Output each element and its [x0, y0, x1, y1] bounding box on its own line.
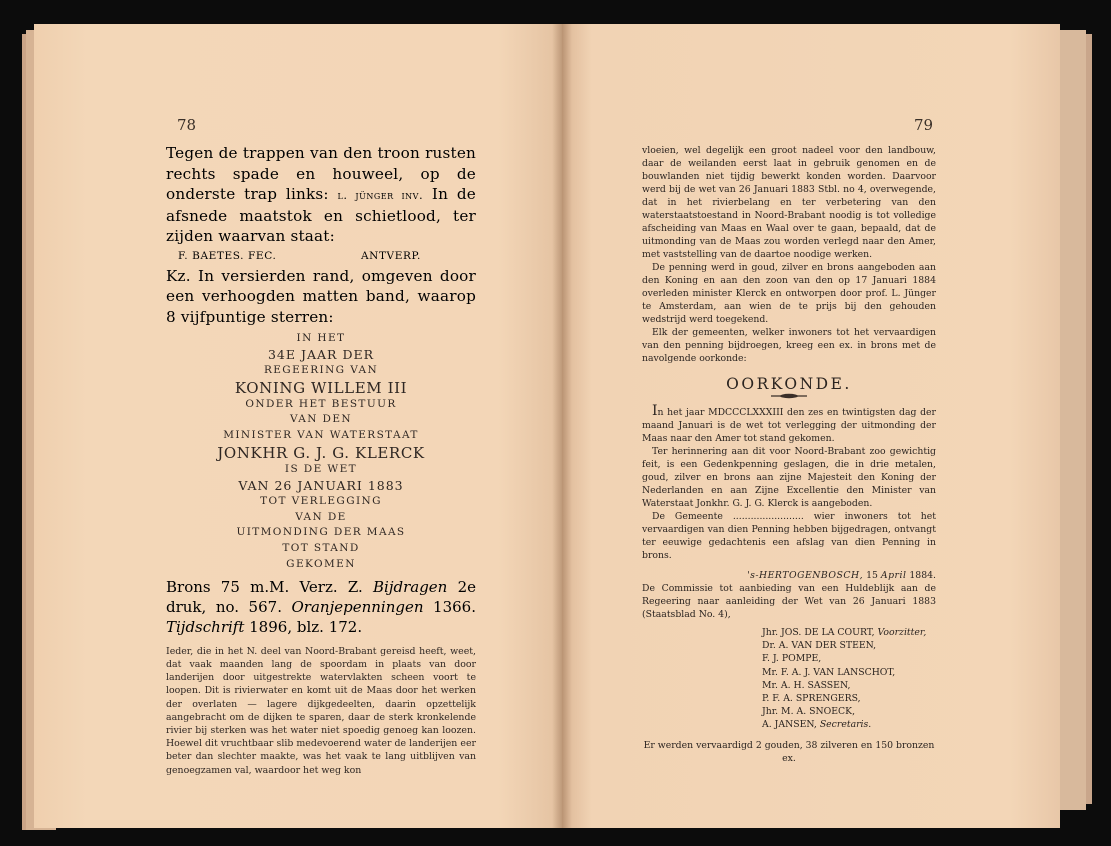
oorkonde-paragraph: De Gemeente ........................ wier inwoners tot het vervaardigen van dien Penning hebben bijgedragen, ontvangt ter eeuwige gedachtenis een afslag van dien Penning in brons. [642, 511, 936, 561]
production-note: Er werden vervaardigd 2 gouden, 38 zilveren en 150 bronzen ex. [643, 739, 935, 764]
signatory: Dr. A. VAN DER STEEN, [762, 640, 877, 652]
inscription-line: IS DE WET [284, 462, 358, 475]
inscription-line: VAN DEN [289, 413, 353, 426]
place-and-date: 's-HERTOGENBOSCH, 15 April 1884. [747, 570, 936, 581]
inscription-line: ONDER HET BESTUUR [245, 397, 397, 410]
inscription-line: VAN 26 JANUARI 1883 [238, 477, 404, 493]
inscription-line: MINISTER VAN WATERSTAAT [223, 429, 419, 442]
signatory: Jhr. M. A. SNOECK, [762, 706, 856, 718]
inscription-line: TOT VERLEGGING [260, 494, 382, 507]
ornament-divider-icon [769, 393, 809, 399]
description-paragraph-2: Kz. In versierden rand, omgeven door een verhoogden matten band, waarop 8 vijfpuntige sterren: [166, 266, 476, 326]
page-number-left: 78 [177, 116, 197, 134]
signatory: Mr. F. A. J. VAN LANSCHOT, [762, 666, 896, 678]
inscription-line: UITMONDING DER MAAS [236, 526, 406, 539]
right-page-content [642, 144, 936, 765]
inscription-line: JONKHR G. J. G. KLERCK [217, 443, 425, 462]
inscription-line: KONING WILLEM III [234, 378, 408, 397]
inscription-line: VAN DE [295, 510, 347, 523]
commentary-text: Ieder, die in het N. deel van Noord-Brabant gereisd heeft, weet, dat vaak maanden lang de spoordam in plaats van door landerijen door uitgestrekte watervlakten scheen voort te loopen. Dit is rivierwater en komt uit de Maas door het werken der overlaten — lagere dijkgedeelten, daarin opzettelijk aangebracht om de dijken te sparen, daar de sterk kronkelende rivier bij sterken was het water niet spoedig genoeg kan loozen. Hoewel dit vruchtbaar slib medevoerend water de landerijen eer beter dan slechter maakte, was het vaak te lang uitblijven van genoegzamen val, waardoor het weg kon [166, 645, 476, 776]
commission-statement: De Commissie tot aanbieding van een Huldeblijk aan de Regeering naar aanleiding der Wet van 26 Januari 1883 (Staatsblad No. 4), [642, 583, 936, 620]
inscription-line: REGEERING VAN [263, 363, 379, 376]
inscription-line: 34E JAAR DER [267, 346, 374, 362]
inscription-line: TOT STAND [282, 542, 360, 555]
signatory-list [762, 626, 936, 732]
oorkonde-heading: OORKONDE. [726, 375, 852, 393]
page-number-right: 79 [914, 116, 934, 134]
signatory: A. JANSEN, Secretaris. [762, 719, 872, 731]
left-page-content [166, 143, 476, 777]
bibliographic-reference: Brons 75 m.M. Verz. Z. Bijdragen 2e druk, no. 567. Oranjepenningen 1366. Tijdschrift 1896, blz. 172. [166, 577, 476, 636]
text-paragraph: Elk der gemeenten, welker inwoners tot het vervaardigen van den penning bijdroegen, kreeg een ex. in brons met de navolgende oorkonde: [642, 327, 936, 364]
signatory: P. F. A. SPRENGERS, [762, 693, 861, 705]
medal-inscription [166, 331, 476, 573]
description-paragraph-1: Tegen de trappen van den troon rusten rechts spade en houweel, op de onderste trap links: l. jünger inv. In de afsnede maatstok en schietlood, ter zijden waarvan staat: [166, 144, 476, 245]
signatory: F. J. POMPE, [762, 653, 822, 665]
signature-right: ANTVERP. [360, 249, 421, 262]
signature-row [166, 247, 476, 266]
oorkonde-paragraph: Ter herinnering aan dit voor Noord-Brabant zoo gewichtig feit, is een Gedenkpenning geslagen, die in drie metalen, goud, zilver en brons aan zijne Majesteit den Koning der Nederlanden en aan Zijne Excellentie den Minister van Waterstaat Jonkhr. G. J. G. Klerck is aangeboden. [642, 446, 936, 509]
signatory: Jhr. JOS. DE LA COURT, Voorzitter, [762, 627, 927, 638]
signatory: Mr. A. H. SASSEN, [762, 679, 851, 691]
text-paragraph: vloeien, wel degelijk een groot nadeel voor den landbouw, daar de weilanden eerst laat in gebruik genomen en de bouwlanden niet tijdig bewerkt konden worden. Daarvoor werd bij de wet van 26 Januari 1883 Stbl. no 4, overwegende, dat in het rivierbelang en ter verbetering van den waterstaatstoestand in Noord-Brabant noodig is tot volledige afscheiding van Maas en Waal over te gaan, bepaald, dat de uitmonding van de Maas zou worden verlegd naar den Amer, met vaststelling van de daartoe noodige werken. [642, 145, 936, 260]
engraver-credit: l. jünger inv. [337, 188, 424, 202]
oorkonde-paragraph: In het jaar MDCCCLXXXIII den zes en twintigsten dag der maand Januari is de wet tot verlegging der uitmonding der Maas naar den Amer tot stand gekomen. [642, 403, 936, 444]
inscription-line: GEKOMEN [286, 557, 356, 570]
signature-left: F. BAETES. FEC. [178, 249, 277, 262]
inscription-line: IN HET [296, 332, 346, 344]
book-gutter [552, 24, 572, 828]
text-paragraph: De penning werd in goud, zilver en brons aangeboden aan den Koning en aan den zoon van den op 17 Januari 1884 overleden minister Klerck en ontworpen door prof. L. Jünger te Amsterdam, aan wien de te prijs bij den gehouden wedstrijd werd toegekend. [642, 262, 936, 325]
